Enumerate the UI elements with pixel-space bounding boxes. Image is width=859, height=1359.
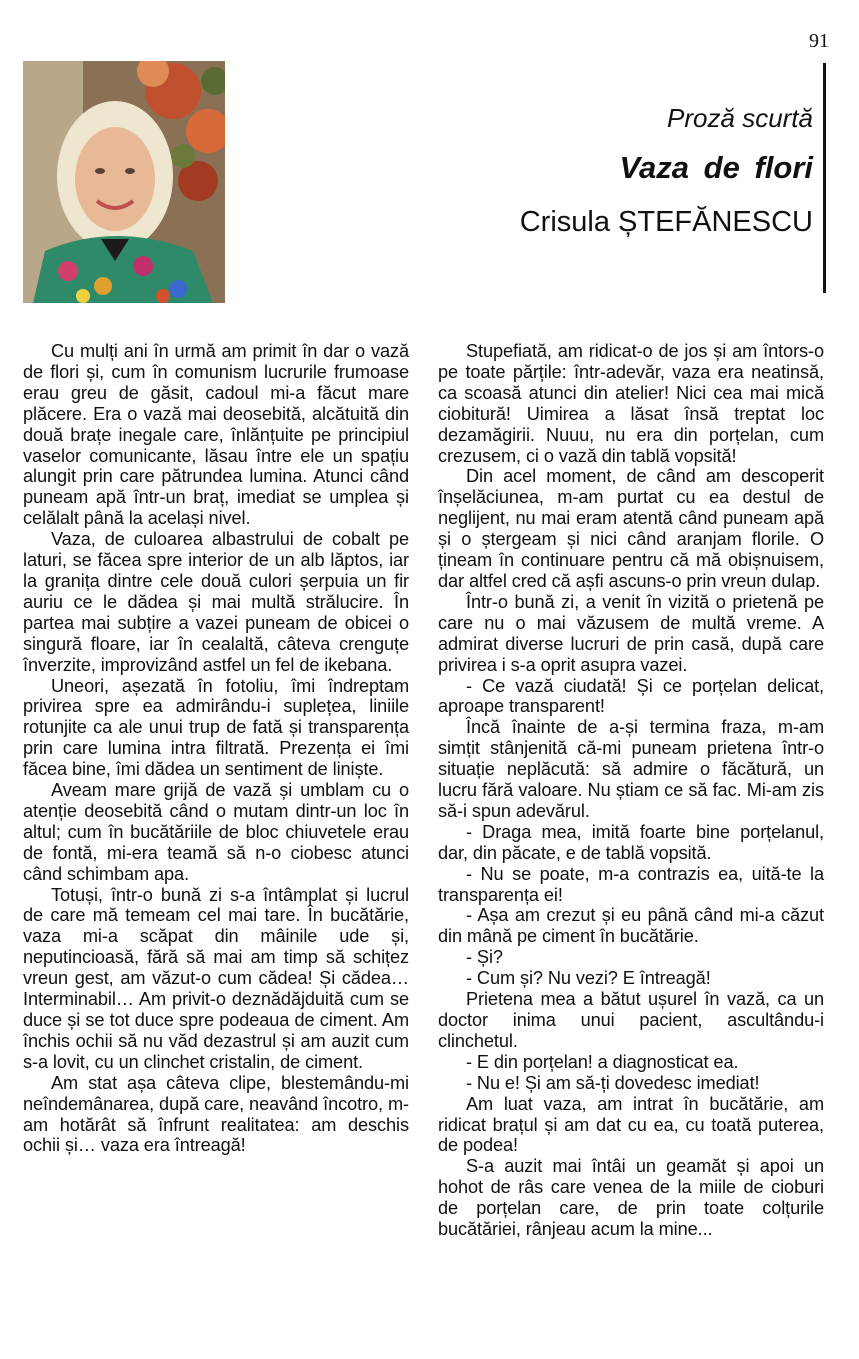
- paragraph: Din acel moment, de când am descoperit înșelăciunea, m-am purtat cu ea destul de neglijent, nu mai eram atentă când puneam apă și o ștergeam și nici când aranjam florile. O țineam în continuare pentru că mă obișnuisem, dar altfel cred că așfi ascuns-o prin vreun dulap.: [438, 466, 824, 591]
- dialogue-line: - Așa am crezut și eu până când mi-a căzut din mână pe ciment în bucătărie.: [438, 905, 824, 947]
- author-name: Crisula ȘTEFĂNESCU: [519, 206, 813, 238]
- article-title: Vaza de flori: [619, 150, 813, 185]
- paragraph: Stupefiată, am ridicat-o de jos și am întors-o pe toate părțile: într-adevăr, vaza era neatinsă, ca scoasă atunci din atelier! Nici cea mai mică ciobitură! Uimirea a lăsat însă treptat loc dezamăgirii. Nuuu, nu era din porțelan, cum crezusem, ci o vază din tablă vopsită!: [438, 341, 824, 466]
- paragraph: Am luat vaza, am intrat în bucătărie, am ridicat brațul și am dat cu ea, cu toată puterea, de podea!: [438, 1093, 824, 1156]
- author-photo: [23, 61, 225, 303]
- dialogue-line: - Draga mea, imită foarte bine porțelanul, dar, din păcate, e de tablă vopsită.: [438, 821, 824, 863]
- article-header: [520, 100, 813, 242]
- paragraph: Uneori, așezată în fotoliu, îmi îndreptam privirea spre ea admirându-i suplețea, liniile rotunjite ca ale unui trup de fată și transparența prin care lumina intra filtrată. Prezența ei îmi făcea bine, îmi dădea un sentiment de liniște.: [23, 675, 409, 780]
- paragraph: Am stat așa câteva clipe, blestemându-mi neîndemânarea, după care, neavând încotro, m-am hotărât să înfrunt realitatea: am deschis ochii și… vaza era întreagă!: [23, 1072, 409, 1156]
- text-column-right: [438, 341, 824, 1240]
- dialogue-line: - E din porțelan! a diagnosticat ea.: [466, 1051, 739, 1072]
- paragraph: Vaza, de culoarea albastrului de cobalt pe laturi, se făcea spre interior de un alb lăptos, iar la granița dintre cele două culori șerpuia un fir auriu ce le dădea și mai multă strălucire. În partea mai subțire a vazei puneam de obicei o singură floare, iar în cealaltă, câteva crenguțe înverzite, improvizând astfel un fel de ikebana.: [23, 529, 409, 675]
- dialogue-line: - Ce vază ciudată! Și ce porțelan delicat, aproape transparent!: [438, 675, 824, 717]
- paragraph: Încă înainte de a-și termina fraza, m-am simțit stânjenită că-mi puneam prietena într-o situație neplăcută: să admire o făcătură, un lucru fără valoare. Nu știam ce să fac. Mi-am zis să-i spun adevărul.: [438, 717, 824, 821]
- dialogue-line: - Nu e! Și am să-ți dovedesc imediat!: [466, 1072, 760, 1093]
- dialogue-line: - Nu se poate, m-a contrazis ea, uită-te la transparența ei!: [438, 863, 824, 905]
- section-label: Proză scurtă: [667, 103, 813, 133]
- paragraph: Cu mulți ani în urmă am primit în dar o vază de flori și, cum în comunism lucrurile frumoase erau greu de găsit, cadoul mi-a făcut mare plăcere. Era o vază mai deosebită, alcătuită din două brațe inegale care, înlănțuite pe principiul vaselor comunicante, lăsau între ele un spațiu alungit prin care pătrundea lumina. Atunci când puneam apă într-un braț, imediat se umplea și celălalt până la același nivel.: [23, 341, 409, 529]
- paragraph: Aveam mare grijă de vază și umblam cu o atenție deosebită când o mutam dintr-un loc în altul; cum în bucătăriile de bloc chiuvetele erau de fontă, mi-era teamă să n-o ciobesc atunci când schimbam apa.: [23, 780, 409, 884]
- header-rule: [823, 63, 826, 293]
- paragraph: Într-o bună zi, a venit în vizită o prietenă pe care nu o mai văzusem de multă vreme. A admirat diverse lucruri de prin casă, după care privirea i s-a oprit asupra vazei.: [438, 591, 824, 675]
- dialogue-line: - Cum și? Nu vezi? E întreagă!: [466, 968, 711, 989]
- page-number: 91: [809, 30, 829, 52]
- paragraph: Prietena mea a bătut ușurel în vază, ca un doctor inima unui pacient, ascultându-i clinchetul.: [438, 989, 824, 1051]
- dialogue-line: - Și?: [466, 947, 503, 968]
- paragraph: S-a auzit mai întâi un geamăt și apoi un hohot de râs care venea de la miile de cioburi de porțelan care, de prin toate colțurile bucătăriei, rânjeau acum la mine...: [438, 1156, 824, 1240]
- paragraph: Totuși, într-o bună zi s-a întâmplat și lucrul de care mă temeam cel mai tare. În bucătărie, vaza mi-a scăpat din mâinile ude și, neputincioasă, fără să mai am timp să schițez vreun gest, am văzut-o cum cădea! Și cădea… Interminabil… Am privit-o deznădăjduită cum se duce și se tot duce spre podeaua de ciment. Am închis ochii să nu văd dezastrul și am auzit cum s-a lovit, cu un clinchet cristalin, de ciment.: [23, 884, 409, 1072]
- text-column-left: [23, 341, 409, 1156]
